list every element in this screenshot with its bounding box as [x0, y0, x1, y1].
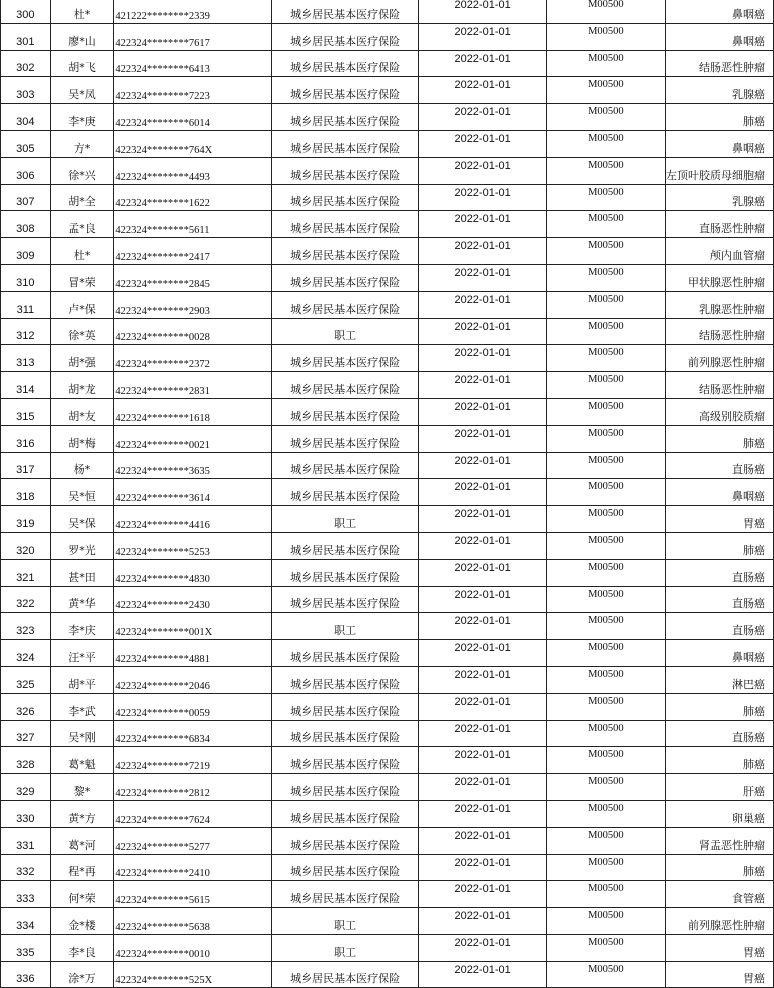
diagnosis-cell: 乳腺癌	[665, 77, 773, 104]
table-row	[1, 345, 774, 372]
id-number-cell: 422324********7219	[114, 747, 271, 774]
row-number-cell: 316	[1, 425, 51, 452]
table-row	[1, 506, 774, 533]
name-cell: 黎*	[50, 774, 114, 801]
id-number-cell: 422324********2417	[114, 238, 271, 265]
table-row	[1, 425, 774, 452]
diagnosis-cell: 胃癌	[665, 506, 773, 533]
insurance-type-cell: 城乡居民基本医疗保险	[271, 264, 419, 291]
diagnosis-cell: 肺癌	[665, 693, 773, 720]
insurance-type-cell: 职工	[271, 506, 419, 533]
diagnosis-cell: 鼻咽癌	[665, 0, 773, 23]
diagnosis-cell: 胃癌	[665, 934, 773, 961]
insurance-type-cell: 职工	[271, 318, 419, 345]
date-cell: 2022-01-01	[419, 586, 546, 613]
row-number-cell: 314	[1, 372, 51, 399]
table-row	[1, 640, 774, 667]
row-number-cell: 335	[1, 934, 51, 961]
diagnosis-cell: 结肠恶性肿瘤	[665, 318, 773, 345]
insurance-type-cell: 城乡居民基本医疗保险	[271, 23, 419, 50]
name-cell: 吴*恒	[50, 479, 114, 506]
table-row	[1, 479, 774, 506]
code-cell: M00500	[546, 934, 665, 961]
name-cell: 罗*光	[50, 532, 114, 559]
insurance-type-cell: 城乡居民基本医疗保险	[271, 720, 419, 747]
diagnosis-cell: 乳腺癌	[665, 184, 773, 211]
table-row	[1, 693, 774, 720]
diagnosis-cell: 结肠恶性肿瘤	[665, 372, 773, 399]
id-number-cell: 422324********6413	[114, 50, 271, 77]
code-cell: M00500	[546, 720, 665, 747]
date-cell: 2022-01-01	[419, 854, 546, 881]
code-cell: M00500	[546, 908, 665, 935]
date-cell: 2022-01-01	[419, 50, 546, 77]
name-cell: 李*庆	[50, 613, 114, 640]
table-row	[1, 23, 774, 50]
date-cell: 2022-01-01	[419, 104, 546, 131]
insurance-type-cell: 城乡居民基本医疗保险	[271, 238, 419, 265]
code-cell: M00500	[546, 157, 665, 184]
date-cell: 2022-01-01	[419, 425, 546, 452]
id-number-cell: 422324********2903	[114, 291, 271, 318]
date-cell: 2022-01-01	[419, 23, 546, 50]
code-cell: M00500	[546, 774, 665, 801]
table-row	[1, 264, 774, 291]
code-cell: M00500	[546, 264, 665, 291]
row-number-cell: 306	[1, 157, 51, 184]
row-number-cell: 322	[1, 586, 51, 613]
id-number-cell: 422324********5611	[114, 211, 271, 238]
table-row	[1, 211, 774, 238]
date-cell: 2022-01-01	[419, 747, 546, 774]
insurance-type-cell: 城乡居民基本医疗保险	[271, 211, 419, 238]
row-number-cell: 323	[1, 613, 51, 640]
row-number-cell: 326	[1, 693, 51, 720]
diagnosis-cell: 直肠癌	[665, 559, 773, 586]
table-row	[1, 130, 774, 157]
insurance-type-cell: 城乡居民基本医疗保险	[271, 747, 419, 774]
table-row	[1, 184, 774, 211]
row-number-cell: 315	[1, 398, 51, 425]
insurance-type-cell: 城乡居民基本医疗保险	[271, 479, 419, 506]
diagnosis-cell: 肾盂恶性肿瘤	[665, 827, 773, 854]
name-cell: 胡*强	[50, 345, 114, 372]
diagnosis-cell: 乳腺恶性肿瘤	[665, 291, 773, 318]
date-cell: 2022-01-01	[419, 0, 546, 23]
date-cell: 2022-01-01	[419, 291, 546, 318]
row-number-cell: 317	[1, 452, 51, 479]
id-number-cell: 422324********5638	[114, 908, 271, 935]
name-cell: 徐*兴	[50, 157, 114, 184]
code-cell: M00500	[546, 800, 665, 827]
id-number-cell: 422324********2831	[114, 372, 271, 399]
table-row	[1, 291, 774, 318]
row-number-cell: 320	[1, 532, 51, 559]
diagnosis-cell: 前列腺恶性肿瘤	[665, 345, 773, 372]
row-number-cell: 303	[1, 77, 51, 104]
id-number-cell: 422324********0059	[114, 693, 271, 720]
diagnosis-cell: 直肠癌	[665, 613, 773, 640]
diagnosis-cell: 卵巢癌	[665, 800, 773, 827]
diagnosis-cell: 肺癌	[665, 104, 773, 131]
code-cell: M00500	[546, 881, 665, 908]
row-number-cell: 336	[1, 961, 51, 988]
id-number-cell: 422324********0010	[114, 934, 271, 961]
insurance-type-cell: 城乡居民基本医疗保险	[271, 559, 419, 586]
name-cell: 杜*	[50, 0, 114, 23]
table-row	[1, 774, 774, 801]
code-cell: M00500	[546, 104, 665, 131]
insurance-type-cell: 城乡居民基本医疗保险	[271, 693, 419, 720]
row-number-cell: 311	[1, 291, 51, 318]
row-number-cell: 308	[1, 211, 51, 238]
id-number-cell: 422324********5615	[114, 881, 271, 908]
name-cell: 黄*方	[50, 800, 114, 827]
insurance-type-cell: 城乡居民基本医疗保险	[271, 800, 419, 827]
date-cell: 2022-01-01	[419, 345, 546, 372]
code-cell: M00500	[546, 613, 665, 640]
insurance-type-cell: 城乡居民基本医疗保险	[271, 425, 419, 452]
table-body	[1, 0, 774, 988]
date-cell: 2022-01-01	[419, 184, 546, 211]
code-cell: M00500	[546, 372, 665, 399]
code-cell: M00500	[546, 666, 665, 693]
row-number-cell: 333	[1, 881, 51, 908]
id-number-cell: 422324********1622	[114, 184, 271, 211]
date-cell: 2022-01-01	[419, 800, 546, 827]
diagnosis-cell: 高级别胶质瘤	[665, 398, 773, 425]
row-number-cell: 329	[1, 774, 51, 801]
code-cell: M00500	[546, 50, 665, 77]
name-cell: 胡*龙	[50, 372, 114, 399]
date-cell: 2022-01-01	[419, 693, 546, 720]
table-row	[1, 800, 774, 827]
table-row	[1, 934, 774, 961]
date-cell: 2022-01-01	[419, 372, 546, 399]
name-cell: 甚*田	[50, 559, 114, 586]
insurance-type-cell: 城乡居民基本医疗保险	[271, 774, 419, 801]
name-cell: 胡*梅	[50, 425, 114, 452]
code-cell: M00500	[546, 827, 665, 854]
code-cell: M00500	[546, 854, 665, 881]
name-cell: 胡*全	[50, 184, 114, 211]
insurance-type-cell: 城乡居民基本医疗保险	[271, 398, 419, 425]
date-cell: 2022-01-01	[419, 640, 546, 667]
id-number-cell: 422324********0028	[114, 318, 271, 345]
row-number-cell: 305	[1, 130, 51, 157]
code-cell: M00500	[546, 238, 665, 265]
name-cell: 程*再	[50, 854, 114, 881]
date-cell: 2022-01-01	[419, 238, 546, 265]
table-row	[1, 318, 774, 345]
name-cell: 李*庚	[50, 104, 114, 131]
table-row	[1, 0, 774, 23]
name-cell: 汪*平	[50, 640, 114, 667]
insurance-type-cell: 城乡居民基本医疗保险	[271, 854, 419, 881]
code-cell: M00500	[546, 479, 665, 506]
date-cell: 2022-01-01	[419, 881, 546, 908]
table-row	[1, 720, 774, 747]
diagnosis-cell: 鼻咽癌	[665, 479, 773, 506]
row-number-cell: 319	[1, 506, 51, 533]
table-row	[1, 881, 774, 908]
code-cell: M00500	[546, 693, 665, 720]
date-cell: 2022-01-01	[419, 961, 546, 988]
date-cell: 2022-01-01	[419, 130, 546, 157]
table-row	[1, 827, 774, 854]
diagnosis-cell: 鼻咽癌	[665, 130, 773, 157]
row-number-cell: 318	[1, 479, 51, 506]
diagnosis-cell: 颅内血管瘤	[665, 238, 773, 265]
date-cell: 2022-01-01	[419, 532, 546, 559]
id-number-cell: 422324********7223	[114, 77, 271, 104]
code-cell: M00500	[546, 291, 665, 318]
name-cell: 葛*魁	[50, 747, 114, 774]
id-number-cell: 422324********5253	[114, 532, 271, 559]
code-cell: M00500	[546, 640, 665, 667]
insurance-type-cell: 职工	[271, 908, 419, 935]
table-row	[1, 452, 774, 479]
diagnosis-cell: 肝癌	[665, 774, 773, 801]
insurance-type-cell: 城乡居民基本医疗保险	[271, 532, 419, 559]
row-number-cell: 302	[1, 50, 51, 77]
diagnosis-cell: 鼻咽癌	[665, 640, 773, 667]
row-number-cell: 301	[1, 23, 51, 50]
id-number-cell: 422324********4881	[114, 640, 271, 667]
date-cell: 2022-01-01	[419, 318, 546, 345]
diagnosis-cell: 前列腺恶性肿瘤	[665, 908, 773, 935]
insurance-type-cell: 城乡居民基本医疗保险	[271, 0, 419, 23]
name-cell: 卢*保	[50, 291, 114, 318]
code-cell: M00500	[546, 77, 665, 104]
code-cell: M00500	[546, 559, 665, 586]
id-number-cell: 422324********3614	[114, 479, 271, 506]
row-number-cell: 313	[1, 345, 51, 372]
name-cell: 金*楼	[50, 908, 114, 935]
name-cell: 胡*飞	[50, 50, 114, 77]
id-number-cell: 422324********7624	[114, 800, 271, 827]
date-cell: 2022-01-01	[419, 559, 546, 586]
diagnosis-cell: 左顶叶胶质母细胞瘤	[665, 157, 773, 184]
code-cell: M00500	[546, 318, 665, 345]
table-row	[1, 747, 774, 774]
row-number-cell: 331	[1, 827, 51, 854]
insurance-type-cell: 城乡居民基本医疗保险	[271, 345, 419, 372]
name-cell: 吴*刚	[50, 720, 114, 747]
insurance-type-cell: 城乡居民基本医疗保险	[271, 130, 419, 157]
id-number-cell: 422324********2845	[114, 264, 271, 291]
date-cell: 2022-01-01	[419, 774, 546, 801]
date-cell: 2022-01-01	[419, 479, 546, 506]
id-number-cell: 422324********001X	[114, 613, 271, 640]
date-cell: 2022-01-01	[419, 908, 546, 935]
code-cell: M00500	[546, 425, 665, 452]
code-cell: M00500	[546, 398, 665, 425]
table-row	[1, 50, 774, 77]
table-row	[1, 104, 774, 131]
row-number-cell: 327	[1, 720, 51, 747]
table-row	[1, 666, 774, 693]
id-number-cell: 422324********2430	[114, 586, 271, 613]
table-row	[1, 559, 774, 586]
name-cell: 黄*华	[50, 586, 114, 613]
insurance-type-cell: 城乡居民基本医疗保险	[271, 77, 419, 104]
id-number-cell: 422324********5277	[114, 827, 271, 854]
diagnosis-cell: 肺癌	[665, 532, 773, 559]
insurance-type-cell: 城乡居民基本医疗保险	[271, 961, 419, 988]
row-number-cell: 310	[1, 264, 51, 291]
name-cell: 杜*	[50, 238, 114, 265]
code-cell: M00500	[546, 506, 665, 533]
id-number-cell: 421222********2339	[114, 0, 271, 23]
diagnosis-cell: 鼻咽癌	[665, 23, 773, 50]
code-cell: M00500	[546, 184, 665, 211]
id-number-cell: 422324********6014	[114, 104, 271, 131]
date-cell: 2022-01-01	[419, 452, 546, 479]
name-cell: 葛*河	[50, 827, 114, 854]
diagnosis-cell: 直肠癌	[665, 586, 773, 613]
table-row	[1, 854, 774, 881]
row-number-cell: 304	[1, 104, 51, 131]
code-cell: M00500	[546, 961, 665, 988]
row-number-cell: 307	[1, 184, 51, 211]
diagnosis-cell: 甲状腺恶性肿瘤	[665, 264, 773, 291]
insurance-type-cell: 城乡居民基本医疗保险	[271, 881, 419, 908]
date-cell: 2022-01-01	[419, 827, 546, 854]
code-cell: M00500	[546, 23, 665, 50]
name-cell: 廖*山	[50, 23, 114, 50]
id-number-cell: 422324********2410	[114, 854, 271, 881]
id-number-cell: 422324********1618	[114, 398, 271, 425]
insurance-type-cell: 城乡居民基本医疗保险	[271, 640, 419, 667]
row-number-cell: 309	[1, 238, 51, 265]
code-cell: M00500	[546, 130, 665, 157]
id-number-cell: 422324********2812	[114, 774, 271, 801]
row-number-cell: 300	[1, 0, 51, 23]
id-number-cell: 422324********6834	[114, 720, 271, 747]
name-cell: 胡*平	[50, 666, 114, 693]
name-cell: 冒*荣	[50, 264, 114, 291]
name-cell: 杨*	[50, 452, 114, 479]
id-number-cell: 422324********2046	[114, 666, 271, 693]
name-cell: 李*武	[50, 693, 114, 720]
id-number-cell: 422324********4493	[114, 157, 271, 184]
insurance-type-cell: 职工	[271, 613, 419, 640]
code-cell: M00500	[546, 345, 665, 372]
insurance-type-cell: 城乡居民基本医疗保险	[271, 104, 419, 131]
name-cell: 徐*英	[50, 318, 114, 345]
table-row	[1, 372, 774, 399]
insurance-type-cell: 城乡居民基本医疗保险	[271, 157, 419, 184]
diagnosis-cell: 肺癌	[665, 425, 773, 452]
date-cell: 2022-01-01	[419, 720, 546, 747]
code-cell: M00500	[546, 211, 665, 238]
table-row	[1, 157, 774, 184]
date-cell: 2022-01-01	[419, 211, 546, 238]
code-cell: M00500	[546, 0, 665, 23]
diagnosis-cell: 结肠恶性肿瘤	[665, 50, 773, 77]
name-cell: 胡*友	[50, 398, 114, 425]
row-number-cell: 325	[1, 666, 51, 693]
row-number-cell: 334	[1, 908, 51, 935]
insurance-type-cell: 城乡居民基本医疗保险	[271, 372, 419, 399]
date-cell: 2022-01-01	[419, 934, 546, 961]
name-cell: 何*荣	[50, 881, 114, 908]
code-cell: M00500	[546, 586, 665, 613]
date-cell: 2022-01-01	[419, 398, 546, 425]
insurance-type-cell: 城乡居民基本医疗保险	[271, 291, 419, 318]
row-number-cell: 324	[1, 640, 51, 667]
table-row	[1, 398, 774, 425]
table-row	[1, 238, 774, 265]
date-cell: 2022-01-01	[419, 613, 546, 640]
id-number-cell: 422324********3635	[114, 452, 271, 479]
insurance-type-cell: 城乡居民基本医疗保险	[271, 184, 419, 211]
row-number-cell: 312	[1, 318, 51, 345]
insurance-type-cell: 城乡居民基本医疗保险	[271, 827, 419, 854]
id-number-cell: 422324********4830	[114, 559, 271, 586]
date-cell: 2022-01-01	[419, 506, 546, 533]
row-number-cell: 321	[1, 559, 51, 586]
id-number-cell: 422324********764X	[114, 130, 271, 157]
name-cell: 李*良	[50, 934, 114, 961]
diagnosis-cell: 直肠癌	[665, 720, 773, 747]
name-cell: 吴*凤	[50, 77, 114, 104]
insurance-type-cell: 城乡居民基本医疗保险	[271, 666, 419, 693]
date-cell: 2022-01-01	[419, 666, 546, 693]
insurance-type-cell: 城乡居民基本医疗保险	[271, 586, 419, 613]
diagnosis-cell: 肺癌	[665, 747, 773, 774]
row-number-cell: 332	[1, 854, 51, 881]
table-row	[1, 961, 774, 988]
id-number-cell: 422324********2372	[114, 345, 271, 372]
diagnosis-cell: 直肠恶性肿瘤	[665, 211, 773, 238]
insurance-type-cell: 城乡居民基本医疗保险	[271, 452, 419, 479]
table-row	[1, 586, 774, 613]
table-row	[1, 532, 774, 559]
code-cell: M00500	[546, 532, 665, 559]
diagnosis-cell: 淋巴癌	[665, 666, 773, 693]
table-row	[1, 613, 774, 640]
row-number-cell: 330	[1, 800, 51, 827]
insurance-type-cell: 职工	[271, 934, 419, 961]
code-cell: M00500	[546, 747, 665, 774]
diagnosis-cell: 胃癌	[665, 961, 773, 988]
name-cell: 孟*良	[50, 211, 114, 238]
date-cell: 2022-01-01	[419, 157, 546, 184]
id-number-cell: 422324********7617	[114, 23, 271, 50]
name-cell: 吴*保	[50, 506, 114, 533]
insurance-type-cell: 城乡居民基本医疗保险	[271, 50, 419, 77]
name-cell: 方*	[50, 130, 114, 157]
date-cell: 2022-01-01	[419, 264, 546, 291]
diagnosis-cell: 直肠癌	[665, 452, 773, 479]
row-number-cell: 328	[1, 747, 51, 774]
code-cell: M00500	[546, 452, 665, 479]
name-cell: 涂*万	[50, 961, 114, 988]
diagnosis-cell: 肺癌	[665, 854, 773, 881]
id-number-cell: 422324********525X	[114, 961, 271, 988]
id-number-cell: 422324********0021	[114, 425, 271, 452]
id-number-cell: 422324********4416	[114, 506, 271, 533]
diagnosis-cell: 食管癌	[665, 881, 773, 908]
date-cell: 2022-01-01	[419, 77, 546, 104]
table-row	[1, 77, 774, 104]
